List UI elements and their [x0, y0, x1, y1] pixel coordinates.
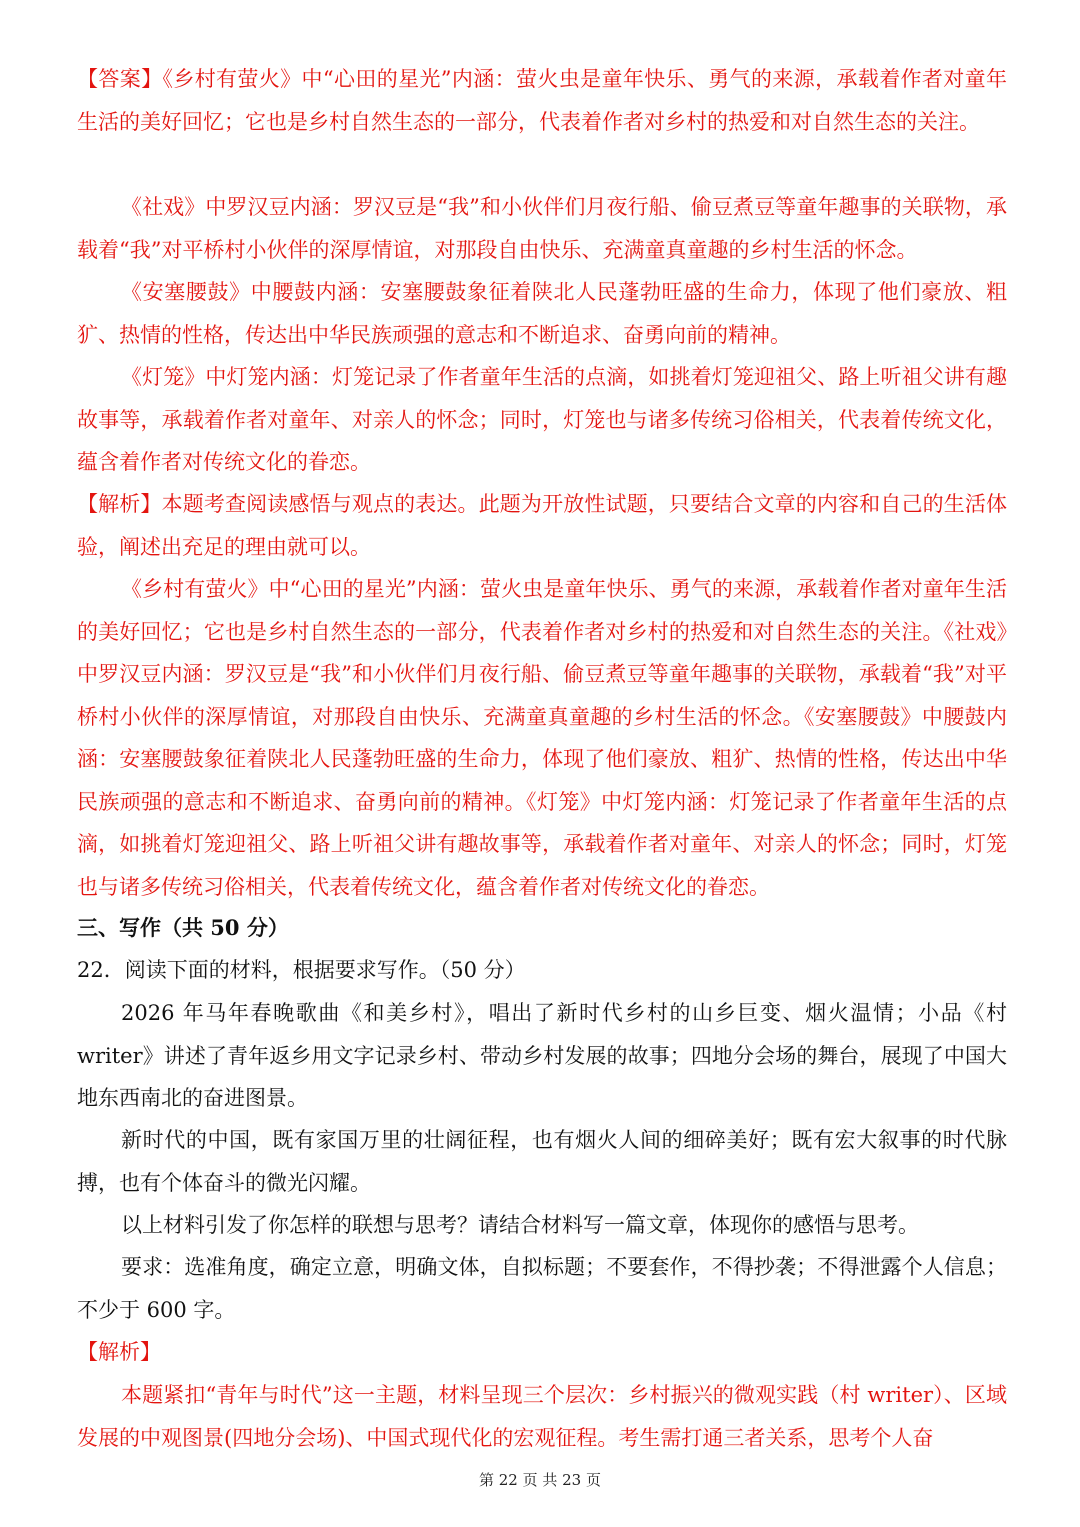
- answer-text-1: 《乡村有萤火》中“心田的星光”内涵：萤火虫是童年快乐、勇气的来源，承载着作者对童年生活的美好回忆；它也是乡村自然生态的一部分，代表着作者对乡村的热爱和对自然生态的关注。: [77, 67, 1008, 134]
- answer-paragraph-3: 《安塞腰鼓》中腰鼓内涵：安塞腰鼓象征着陕北人民蓬勃旺盛的生命力，体现了他们豪放、粗犷、热情的性格，传达出中华民族顽强的意志和不断追求、奋勇向前的精神。: [77, 280, 1007, 347]
- answer-paragraph-1: [77, 58, 1007, 143]
- analysis-paragraph-1: [77, 483, 1007, 568]
- section-title: 三、写作（共 50 分）: [77, 915, 289, 940]
- answer-label: 【答案】: [77, 67, 163, 91]
- material-paragraph-2: 新时代的中国，既有家国万里的壮阔征程，也有烟火人间的细碎美好；既有宏大叙事的时代脉搏，也有个体奋斗的微光闪耀。: [77, 1128, 1007, 1195]
- analysis-paragraph-2: 《乡村有萤火》中“心田的星光”内涵：萤火虫是童年快乐、勇气的来源，承载着作者对童年生活的美好回忆；它也是乡村自然生态的一部分，代表着作者对乡村的热爱和对自然生态的关注。《社戏》中罗汉豆内涵：罗汉豆是“我”和小伙伴们月夜行船、偷豆煮豆等童年趣事的关联物，承载着“我”对平桥村小伙伴的深厚情谊，对那段自由快乐、充满童真童趣的乡村生活的怀念。《安塞腰鼓》中腰鼓内涵：安塞腰鼓象征着陕北人民蓬勃旺盛的生命力，体现了他们豪放、粗犷、热情的性格，传达出中华民族顽强的意志和不断追求、奋勇向前的精神。《灯笼》中灯笼内涵：灯笼记录了作者童年生活的点滴，如挑着灯笼迎祖父、路上听祖父讲有趣故事等，承载着作者对童年、对亲人的怀念；同时，灯笼也与诸多传统习俗相关，代表着传统文化，蕴含着作者对传统文化的眷恋。: [77, 577, 1007, 899]
- answer-paragraph-2: 《社戏》中罗汉豆内涵：罗汉豆是“我”和小伙伴们月夜行船、偷豆煮豆等童年趣事的关联物，承载着“我”对平桥村小伙伴的深厚情谊，对那段自由快乐、充满童真童趣的乡村生活的怀念。: [77, 195, 1007, 262]
- analysis2-label: 【解析】: [77, 1340, 161, 1364]
- writing-requirements: 要求：选准角度，确定立意，明确文体，自拟标题；不要套作，不得抄袭；不得泄露个人信息；不少于 600 字。: [77, 1255, 1007, 1322]
- answer-paragraph-4: 《灯笼》中灯笼内涵：灯笼记录了作者童年生活的点滴，如挑着灯笼迎祖父、路上听祖父讲有趣故事等，承载着作者对童年、对亲人的怀念；同时，灯笼也与诸多传统习俗相关，代表着传统文化，蕴含着作者对传统文化的眷恋。: [77, 365, 1007, 474]
- page-footer: 第 22 页 共 23 页: [478, 1471, 601, 1489]
- analysis-text-1: 本题考查阅读感悟与观点的表达。此题为开放性试题，只要结合文章的内容和自己的生活体验，阐述出充足的理由就可以。: [77, 492, 1008, 559]
- analysis2-paragraph: 本题紧扣“青年与时代”这一主题，材料呈现三个层次：乡村振兴的微观实践（村 writer）、区域发展的中观图景(四地分会场)、中国式现代化的宏观征程。考生需打通三者关系，思考个人奋: [77, 1383, 1007, 1450]
- writing-prompt: 以上材料引发了你怎样的联想与思考？请结合材料写一篇文章，体现你的感悟与思考。: [121, 1213, 919, 1237]
- analysis-label: 【解析】: [77, 492, 162, 516]
- material-paragraph-1: 2026 年马年春晚歌曲《和美乡村》，唱出了新时代乡村的山乡巨变、烟火温情；小品《村 writer》讲述了青年返乡用文字记录乡村、带动乡村发展的故事；四地分会场的舞台，展现了中国大地东西南北的奋进图景。: [77, 1001, 1007, 1110]
- question-stem: 22．阅读下面的材料，根据要求写作。（50 分）: [77, 958, 526, 982]
